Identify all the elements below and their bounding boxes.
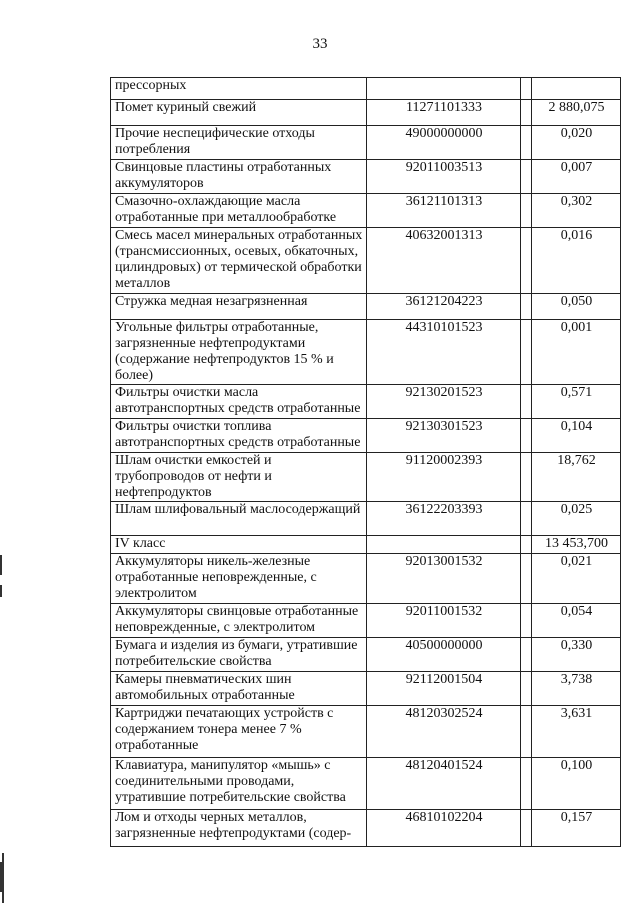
waste-name-cell: Смазочно-охлаждающие масла отработанные при металлообработке xyxy=(111,194,367,228)
gap-cell xyxy=(521,706,532,758)
gap-cell xyxy=(521,126,532,160)
table-row xyxy=(111,453,621,502)
waste-mass-cell: 0,330 xyxy=(532,638,621,672)
waste-mass-cell: 0,100 xyxy=(532,758,621,810)
waste-name-cell: Картриджи печатающих устройств с содержанием тонера менее 7 % отработанные xyxy=(111,706,367,758)
waste-code-cell: 40500000000 xyxy=(367,638,521,672)
scan-edge-mark xyxy=(0,555,2,575)
waste-code-cell xyxy=(367,78,521,100)
waste-mass-cell: 0,571 xyxy=(532,385,621,419)
table-row xyxy=(111,320,621,385)
table-row xyxy=(111,228,621,294)
scan-edge-mark xyxy=(0,862,2,892)
waste-name-cell: Камеры пневматических шин автомобильных отработанные xyxy=(111,672,367,706)
waste-name-cell: Угольные фильтры отработанные, загрязненные нефтепродуктами (содержание нефтепродуктов 15 % и более) xyxy=(111,320,367,385)
waste-mass-cell: 0,054 xyxy=(532,604,621,638)
gap-cell xyxy=(521,672,532,706)
waste-mass-cell: 0,016 xyxy=(532,228,621,294)
gap-cell xyxy=(521,194,532,228)
waste-code-cell: 49000000000 xyxy=(367,126,521,160)
waste-name-cell: Фильтры очистки топлива автотранспортных средств отработанные xyxy=(111,419,367,453)
gap-cell xyxy=(521,758,532,810)
waste-code-cell: 36121204223 xyxy=(367,294,521,320)
table-row xyxy=(111,502,621,536)
waste-name-cell: Лом и отходы черных металлов, загрязненные нефтепродуктами (содер- xyxy=(111,810,367,847)
waste-name-cell: Фильтры очистки масла автотранспортных средств отработанные xyxy=(111,385,367,419)
waste-name-cell: Клавиатура, манипулятор «мышь» с соединительными проводами, утратившие потребительские свойства xyxy=(111,758,367,810)
gap-cell xyxy=(521,604,532,638)
waste-code-cell xyxy=(367,536,521,554)
table-row xyxy=(111,604,621,638)
table-row xyxy=(111,638,621,672)
waste-code-cell: 36122203393 xyxy=(367,502,521,536)
gap-cell xyxy=(521,554,532,604)
scan-edge-mark xyxy=(2,853,4,903)
gap-cell xyxy=(521,810,532,847)
waste-code-cell: 92112001504 xyxy=(367,672,521,706)
waste-name-cell: Бумага и изделия из бумаги, утратившие потребительские свойства xyxy=(111,638,367,672)
gap-cell xyxy=(521,320,532,385)
waste-mass-cell: 3,631 xyxy=(532,706,621,758)
gap-cell xyxy=(521,536,532,554)
table-row xyxy=(111,126,621,160)
waste-code-cell: 40632001313 xyxy=(367,228,521,294)
waste-name-cell: Свинцовые пластины отработанных аккумуляторов xyxy=(111,160,367,194)
waste-name-cell: Помет куриный свежий xyxy=(111,100,367,126)
waste-code-cell: 11271101333 xyxy=(367,100,521,126)
waste-code-cell: 91120002393 xyxy=(367,453,521,502)
waste-mass-cell: 0,025 xyxy=(532,502,621,536)
gap-cell xyxy=(521,294,532,320)
waste-mass-cell: 18,762 xyxy=(532,453,621,502)
waste-mass-cell: 0,020 xyxy=(532,126,621,160)
waste-name-cell: Смесь масел минеральных отработанных (трансмиссионных, осевых, обкаточных, цилиндровых) от термической обработки металлов xyxy=(111,228,367,294)
waste-code-cell: 92130301523 xyxy=(367,419,521,453)
gap-cell xyxy=(521,502,532,536)
table-row xyxy=(111,294,621,320)
table-row xyxy=(111,706,621,758)
gap-cell xyxy=(521,100,532,126)
gap-cell xyxy=(521,638,532,672)
gap-cell xyxy=(521,419,532,453)
waste-name-cell: Шлам очистки емкостей и трубопроводов от нефти и нефтепродуктов xyxy=(111,453,367,502)
table-row xyxy=(111,419,621,453)
waste-mass-cell: 0,302 xyxy=(532,194,621,228)
waste-code-cell: 92011003513 xyxy=(367,160,521,194)
waste-code-cell: 36121101313 xyxy=(367,194,521,228)
waste-mass-cell: 2 880,075 xyxy=(532,100,621,126)
table-row xyxy=(111,536,621,554)
waste-name-cell: IV класс xyxy=(111,536,367,554)
waste-mass-cell: 0,007 xyxy=(532,160,621,194)
waste-name-cell: прессорных xyxy=(111,78,367,100)
waste-code-cell: 92013001532 xyxy=(367,554,521,604)
waste-name-cell: Прочие неспецифические отходы потребления xyxy=(111,126,367,160)
table-row xyxy=(111,758,621,810)
waste-name-cell: Аккумуляторы свинцовые отработанные неповрежденные, с электролитом xyxy=(111,604,367,638)
waste-mass-cell: 3,738 xyxy=(532,672,621,706)
page-number: 33 xyxy=(312,36,328,52)
waste-table-body xyxy=(111,78,621,847)
gap-cell xyxy=(521,453,532,502)
table-row xyxy=(111,100,621,126)
waste-table xyxy=(110,77,621,847)
waste-mass-cell: 0,104 xyxy=(532,419,621,453)
waste-name-cell: Шлам шлифовальный маслосодержащий xyxy=(111,502,367,536)
table-row xyxy=(111,160,621,194)
scan-edge-mark xyxy=(0,585,2,597)
table-row xyxy=(111,385,621,419)
waste-mass-cell: 0,021 xyxy=(532,554,621,604)
waste-mass-cell: 0,001 xyxy=(532,320,621,385)
waste-code-cell: 44310101523 xyxy=(367,320,521,385)
waste-code-cell: 48120302524 xyxy=(367,706,521,758)
table-row xyxy=(111,554,621,604)
table-row xyxy=(111,78,621,100)
gap-cell xyxy=(521,78,532,100)
gap-cell xyxy=(521,385,532,419)
gap-cell xyxy=(521,160,532,194)
waste-code-cell: 92011001532 xyxy=(367,604,521,638)
waste-mass-cell: 13 453,700 xyxy=(532,536,621,554)
table-row xyxy=(111,194,621,228)
waste-mass-cell: 0,050 xyxy=(532,294,621,320)
waste-mass-cell: 0,157 xyxy=(532,810,621,847)
table-row xyxy=(111,672,621,706)
waste-code-cell: 48120401524 xyxy=(367,758,521,810)
waste-code-cell: 46810102204 xyxy=(367,810,521,847)
table-row xyxy=(111,810,621,847)
waste-mass-cell xyxy=(532,78,621,100)
gap-cell xyxy=(521,228,532,294)
waste-name-cell: Стружка медная незагрязненная xyxy=(111,294,367,320)
waste-name-cell: Аккумуляторы никель-железные отработанные неповрежденные, с электролитом xyxy=(111,554,367,604)
waste-code-cell: 92130201523 xyxy=(367,385,521,419)
